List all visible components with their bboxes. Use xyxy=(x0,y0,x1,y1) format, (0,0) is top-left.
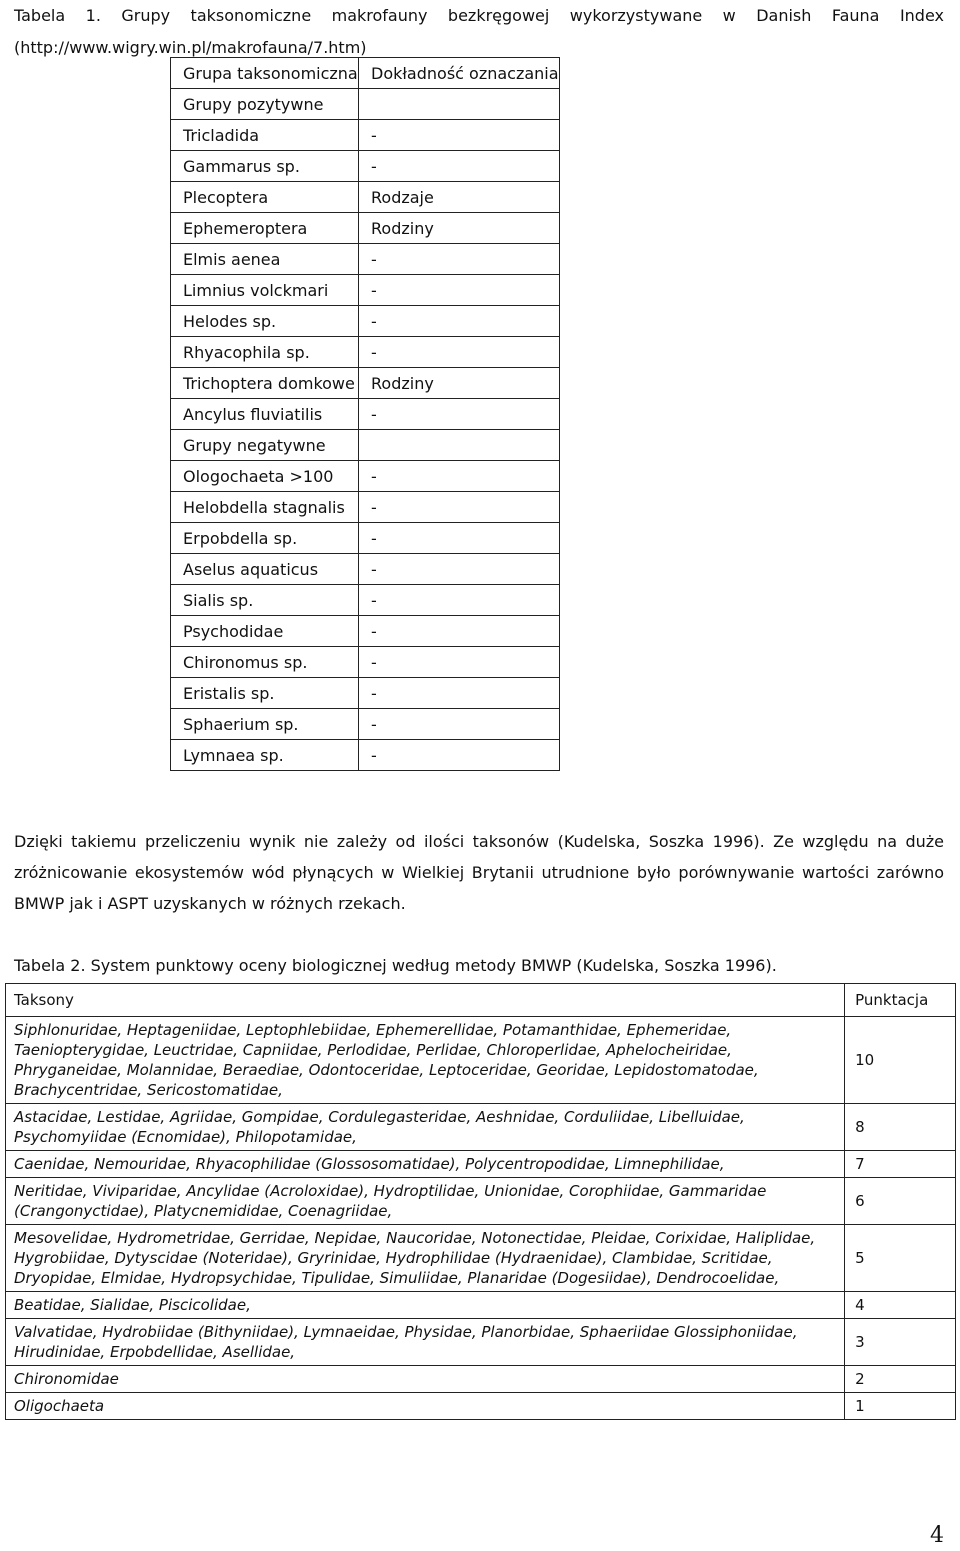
taxon-cell: Limnius volckmari xyxy=(171,275,359,306)
table-row xyxy=(171,616,560,647)
taxa-cell: Astacidae, Lestidae, Agriidae, Gompidae, Cordulegasteridae, Aeshnidae, Corduliidae, Libelluidae, Psychomyiidae (Ecnomidae), Philopotamidae, xyxy=(6,1104,845,1151)
taxa-cell: Valvatidae, Hydrobiidae (Bithyniidae), Lymnaeidae, Physidae, Planorbidae, Sphaeriidae Glossiphoniidae, Hirudinidae, Erpobdellidae, Asellidae, xyxy=(6,1319,845,1366)
taxon-cell: Eristalis sp. xyxy=(171,678,359,709)
header-taxonomic-group: Grupa taksonomiczna xyxy=(171,58,359,89)
accuracy-cell: - xyxy=(359,492,560,523)
score-cell: 1 xyxy=(845,1393,956,1420)
taxon-cell: Plecoptera xyxy=(171,182,359,213)
table-row xyxy=(6,1178,956,1225)
table-row xyxy=(171,306,560,337)
accuracy-cell xyxy=(359,89,560,120)
table-row xyxy=(6,1225,956,1292)
table-row xyxy=(171,244,560,275)
taxon-cell: Tricladida xyxy=(171,120,359,151)
taxa-cell: Caenidae, Nemouridae, Rhyacophilidae (Glossosomatidae), Polycentropodidae, Limnephilidae, xyxy=(6,1151,845,1178)
table-row xyxy=(6,1292,956,1319)
score-cell: 7 xyxy=(845,1151,956,1178)
taxonomic-groups-table xyxy=(170,57,560,771)
accuracy-cell: - xyxy=(359,709,560,740)
score-cell: 2 xyxy=(845,1366,956,1393)
accuracy-cell: - xyxy=(359,306,560,337)
table-row xyxy=(171,740,560,771)
score-cell: 3 xyxy=(845,1319,956,1366)
accuracy-cell: - xyxy=(359,616,560,647)
header-score: Punktacja xyxy=(845,984,956,1017)
table-row xyxy=(6,1319,956,1366)
taxon-cell: Ancylus fluviatilis xyxy=(171,399,359,430)
table2-caption: Tabela 2. System punktowy oceny biologicznej według metody BMWP (Kudelska, Soszka 1996). xyxy=(14,956,777,975)
score-cell: 10 xyxy=(845,1017,956,1104)
taxa-cell: Beatidae, Sialidae, Piscicolidae, xyxy=(6,1292,845,1319)
bmwp-scoring-table xyxy=(5,983,956,1420)
table-row xyxy=(171,523,560,554)
header-taxa: Taksony xyxy=(6,984,845,1017)
accuracy-cell: - xyxy=(359,151,560,182)
score-cell: 8 xyxy=(845,1104,956,1151)
taxon-cell: Trichoptera domkowe xyxy=(171,368,359,399)
taxon-cell: Helodes sp. xyxy=(171,306,359,337)
taxa-cell: Oligochaeta xyxy=(6,1393,845,1420)
table-row xyxy=(171,430,560,461)
accuracy-cell: - xyxy=(359,120,560,151)
taxon-cell: Lymnaea sp. xyxy=(171,740,359,771)
taxon-cell: Erpobdella sp. xyxy=(171,523,359,554)
table-row xyxy=(171,585,560,616)
taxon-cell: Gammarus sp. xyxy=(171,151,359,182)
accuracy-cell: - xyxy=(359,647,560,678)
table-row xyxy=(171,461,560,492)
table-row xyxy=(171,399,560,430)
accuracy-cell: Rodziny xyxy=(359,368,560,399)
accuracy-cell: - xyxy=(359,461,560,492)
accuracy-cell: - xyxy=(359,337,560,368)
table-row xyxy=(171,151,560,182)
table-row xyxy=(171,337,560,368)
table-row xyxy=(171,492,560,523)
table-row xyxy=(171,182,560,213)
accuracy-cell: - xyxy=(359,523,560,554)
table-row xyxy=(171,647,560,678)
accuracy-cell: - xyxy=(359,678,560,709)
accuracy-cell xyxy=(359,430,560,461)
score-cell: 5 xyxy=(845,1225,956,1292)
taxa-cell: Chironomidae xyxy=(6,1366,845,1393)
table-row xyxy=(171,120,560,151)
table-row xyxy=(6,1151,956,1178)
table-row xyxy=(171,709,560,740)
table-row xyxy=(6,1017,956,1104)
accuracy-cell: - xyxy=(359,554,560,585)
taxon-cell: Sialis sp. xyxy=(171,585,359,616)
table-row xyxy=(171,368,560,399)
table-row xyxy=(171,275,560,306)
taxon-cell: Ephemeroptera xyxy=(171,213,359,244)
taxa-cell: Neritidae, Viviparidae, Ancylidae (Acroloxidae), Hydroptilidae, Unionidae, Corophiidae, Gammaridae (Crangonyctidae), Platycnemididae, Coenagriidae, xyxy=(6,1178,845,1225)
accuracy-cell: - xyxy=(359,244,560,275)
score-cell: 6 xyxy=(845,1178,956,1225)
taxon-cell: Helobdella stagnalis xyxy=(171,492,359,523)
taxon-cell: Rhyacophila sp. xyxy=(171,337,359,368)
score-cell: 4 xyxy=(845,1292,956,1319)
body-paragraph: Dzięki takiemu przeliczeniu wynik nie zależy od ilości taksonów (Kudelska, Soszka 1996). Ze względu na duże zróżnicowanie ekosystemów wód płynących w Wielkiej Brytanii utrudnione było porównywanie wartości zarówno BMWP jak i ASPT uzyskanych w różnych rzekach. xyxy=(14,832,944,913)
taxon-cell: Ologochaeta >100 xyxy=(171,461,359,492)
taxon-cell: Grupy pozytywne xyxy=(171,89,359,120)
table-header-row xyxy=(171,58,560,89)
accuracy-cell: Rodziny xyxy=(359,213,560,244)
table-header-row xyxy=(6,984,956,1017)
taxon-cell: Sphaerium sp. xyxy=(171,709,359,740)
table1-caption: Tabela 1. Grupy taksonomiczne makrofauny bezkręgowej wykorzystywane w Danish Fauna Index (http://www.wigry.win.pl/makrofauna/7.htm) xyxy=(14,6,944,57)
taxa-cell: Siphlonuridae, Heptageniidae, Leptophlebiidae, Ephemerellidae, Potamanthidae, Ephemeridae, Taeniopterygidae, Leuctridae, Capniidae, Perlodidae, Perlidae, Chloroperlidae, Aphelocheiridae, Phryganeidae, Molannidae, Beraediae, Odontoceridae, Leptoceridae, Georidae, Lepidostomatodae, Brachycentridae, Sericostomatidae, xyxy=(6,1017,845,1104)
accuracy-cell: - xyxy=(359,585,560,616)
header-identification-accuracy: Dokładność oznaczania xyxy=(359,58,560,89)
table-row xyxy=(171,213,560,244)
table-row xyxy=(6,1393,956,1420)
table-row xyxy=(6,1366,956,1393)
taxon-cell: Elmis aenea xyxy=(171,244,359,275)
taxon-cell: Chironomus sp. xyxy=(171,647,359,678)
table-row xyxy=(171,678,560,709)
accuracy-cell: - xyxy=(359,275,560,306)
table-row xyxy=(171,89,560,120)
accuracy-cell: - xyxy=(359,399,560,430)
table-row xyxy=(6,1104,956,1151)
accuracy-cell: Rodzaje xyxy=(359,182,560,213)
taxa-cell: Mesovelidae, Hydrometridae, Gerridae, Nepidae, Naucoridae, Notonectidae, Pleidae, Corixidae, Haliplidae, Hygrobiidae, Dytyscidae (Noteridae), Gryrinidae, Hydrophilidae (Hydraenidae), Clambidae, Scritidae, Dryopidae, Elmidae, Hydropsychidae, Tipulidae, Simuliidae, Planaridae (Dogesiidae), Dendrocoelidae, xyxy=(6,1225,845,1292)
taxon-cell: Aselus aquaticus xyxy=(171,554,359,585)
taxon-cell: Grupy negatywne xyxy=(171,430,359,461)
table-row xyxy=(171,554,560,585)
taxon-cell: Psychodidae xyxy=(171,616,359,647)
page-number: 4 xyxy=(930,1523,944,1548)
accuracy-cell: - xyxy=(359,740,560,771)
